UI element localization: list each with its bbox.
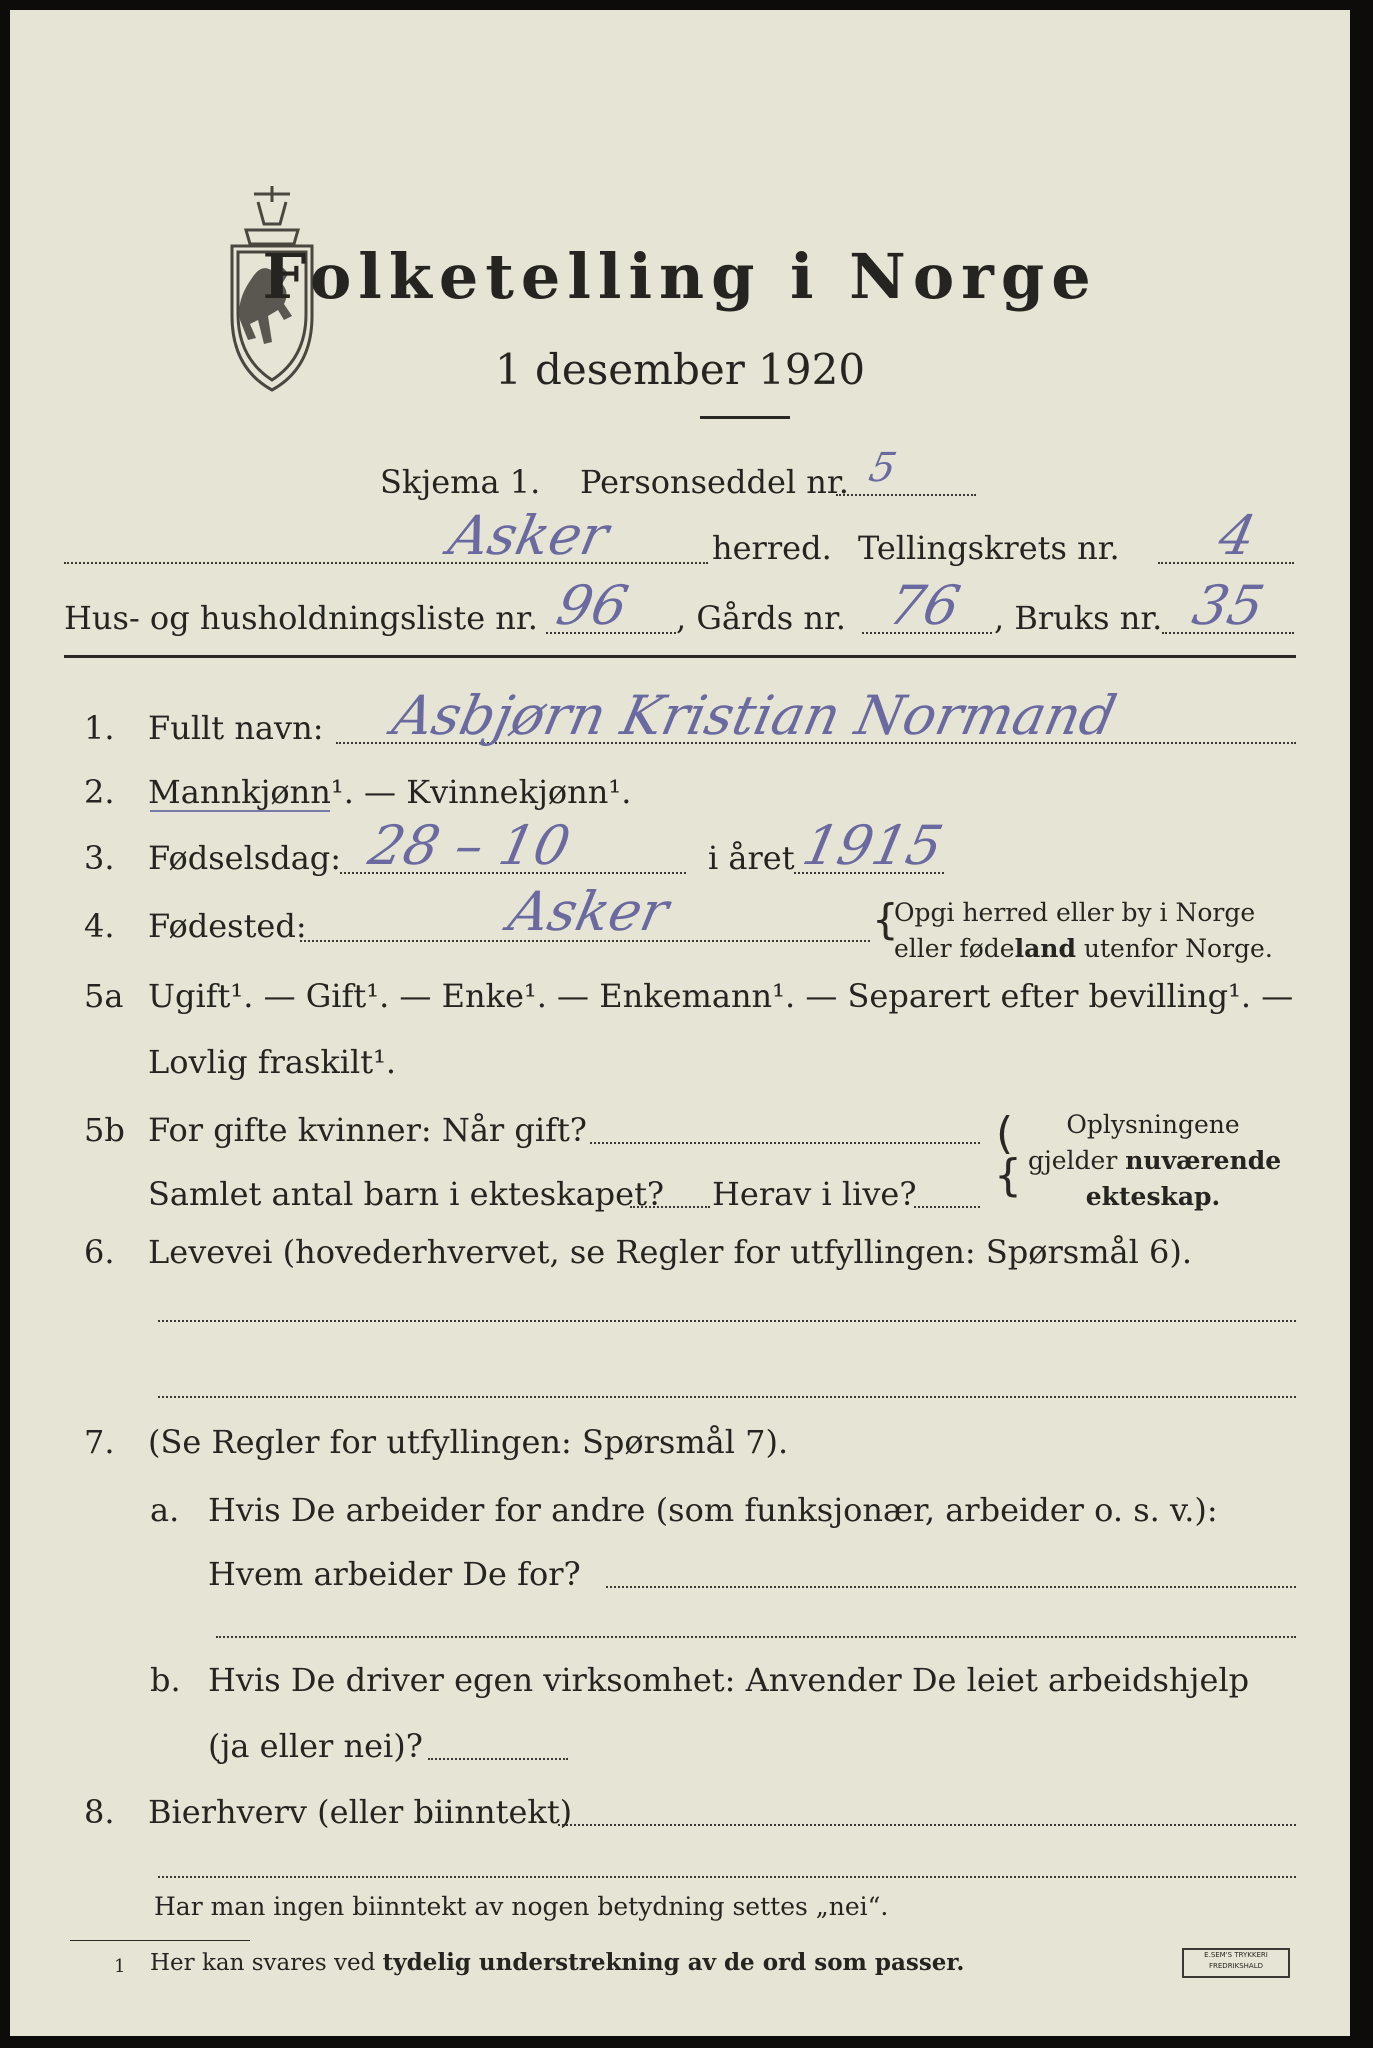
footnote-mark: 1 xyxy=(114,1956,126,1977)
q4-note-post: utenfor Norge. xyxy=(1075,934,1273,963)
census-form-sheet xyxy=(10,10,1350,2036)
q7b-line2: (ja eller nei)? xyxy=(208,1727,423,1765)
q4-number: 4. xyxy=(84,907,115,945)
q3-number: 3. xyxy=(84,839,115,877)
personseddel-label: Personseddel nr. xyxy=(580,463,849,501)
form-title: Folketelling i Norge xyxy=(262,240,1098,313)
header-separator xyxy=(64,655,1296,658)
footnote-text xyxy=(150,1946,964,1980)
q5b-line1: For gifte kvinner: Når gift? xyxy=(148,1111,587,1149)
footnote-divider xyxy=(70,1940,250,1941)
q1-number: 1. xyxy=(84,709,115,747)
printer-stamp-line2: FREDRIKSHALD xyxy=(1208,1962,1263,1970)
footnote-pre: Her kan svares ved xyxy=(150,1950,383,1976)
gards-value[interactable]: 76 xyxy=(883,574,966,637)
q2-text: Mannkjønn¹. — Kvinnekjønn¹. xyxy=(148,773,632,811)
q8-text: Bierhverv (eller biinntekt) xyxy=(148,1793,573,1831)
q7b-line xyxy=(428,1758,568,1760)
q5b-number: 5b xyxy=(84,1111,125,1149)
q5b-note2-bold: nuværende xyxy=(1125,1146,1282,1175)
q5b-note3: ekteskap. xyxy=(1085,1182,1221,1211)
q5b-note2 xyxy=(1028,1144,1281,1178)
q5a-line2: Lovlig fraskilt¹. xyxy=(148,1043,397,1081)
q8-number: 8. xyxy=(84,1793,115,1831)
personseddel-line xyxy=(836,494,976,496)
printer-stamp xyxy=(1182,1948,1290,1978)
tellingskrets-value[interactable]: 4 xyxy=(1213,504,1262,567)
q6-text: Levevei (hovederhvervet, se Regler for utfyllingen: Spørsmål 6). xyxy=(148,1233,1193,1271)
q4-note-line2 xyxy=(894,932,1273,966)
herred-label: herred. xyxy=(712,529,832,567)
q5b-married-line xyxy=(590,1142,980,1144)
q4-note-pre: eller føde xyxy=(894,934,1015,963)
herred-line xyxy=(64,562,708,564)
year-label: i året xyxy=(708,839,795,877)
q5b-line2b: Herav i live? xyxy=(712,1175,917,1213)
q7b-line1: Hvis De driver egen virksomhet: Anvender De leiet arbeidshjelp xyxy=(208,1661,1250,1699)
q7a-line xyxy=(606,1586,1296,1588)
q5b-brace-top: ( xyxy=(996,1108,1014,1159)
q7b-number: b. xyxy=(150,1661,181,1699)
personseddel-value[interactable]: 5 xyxy=(865,445,901,491)
tellingskrets-label: Tellingskrets nr. xyxy=(858,529,1120,567)
q6-line2 xyxy=(158,1396,1296,1398)
q1-label: Fullt navn: xyxy=(148,709,324,747)
q7-number: 7. xyxy=(84,1423,115,1461)
herred-value[interactable]: Asker xyxy=(443,504,615,567)
birthplace-value[interactable]: Asker xyxy=(503,880,675,943)
printer-stamp-line1: E.SEM'S TRYKKERI xyxy=(1204,1951,1268,1959)
q5b-note1: Oplysningene xyxy=(1066,1110,1240,1139)
q5b-note2-pre: gjelder xyxy=(1028,1146,1126,1175)
bruks-label: , Bruks nr. xyxy=(994,599,1163,637)
q4-note-line1: Opgi herred eller by i Norge xyxy=(894,898,1256,927)
full-name-value[interactable]: Asbjørn Kristian Normand xyxy=(387,684,1122,747)
note-nei: Har man ingen biinntekt av nogen betydning settes „nei“. xyxy=(154,1892,889,1921)
gards-label: , Gårds nr. xyxy=(676,599,846,637)
q7-text: (Se Regler for utfyllingen: Spørsmål 7). xyxy=(148,1423,789,1461)
skjema-label: Skjema 1. xyxy=(380,463,541,501)
q4-label: Fødested: xyxy=(148,907,307,945)
q7a-line-extra xyxy=(216,1636,1296,1638)
q2-number: 2. xyxy=(84,773,115,811)
q4-note-bold: land xyxy=(1014,934,1076,963)
q7a-number: a. xyxy=(150,1491,180,1529)
husholdningsliste-label: Hus- og husholdningsliste nr. xyxy=(64,599,538,637)
q5b-children-line xyxy=(630,1206,710,1208)
birth-year-value[interactable]: 1915 xyxy=(797,814,949,877)
q4-brace: { xyxy=(872,895,899,944)
q7a-line1: Hvis De arbeider for andre (som funksjonær, arbeider o. s. v.): xyxy=(208,1491,1218,1529)
title-divider xyxy=(700,416,790,419)
q5a-number: 5a xyxy=(84,977,124,1015)
q7a-line2: Hvem arbeider De for? xyxy=(208,1555,581,1593)
form-date: 1 desember 1920 xyxy=(494,345,866,394)
footnote-bold: tydelig understrekning av de ord som passer. xyxy=(382,1949,965,1976)
q5b-line2a: Samlet antal barn i ekteskapet? xyxy=(148,1175,665,1213)
q5b-brace-bottom: { xyxy=(994,1150,1022,1201)
q3-label: Fødselsdag: xyxy=(148,839,342,877)
q8-line1 xyxy=(558,1824,1296,1826)
q5b-alive-line xyxy=(914,1206,980,1208)
q5a-line1: Ugift¹. — Gift¹. — Enke¹. — Enkemann¹. — Separert efter bevilling¹. — xyxy=(148,977,1294,1015)
bruks-value[interactable]: 35 xyxy=(1187,574,1270,637)
birth-date-value[interactable]: 28 – 10 xyxy=(363,814,576,877)
mannkjonn-underline xyxy=(150,810,330,812)
q6-number: 6. xyxy=(84,1233,115,1271)
q8-line2 xyxy=(158,1876,1296,1878)
q6-line1 xyxy=(158,1320,1296,1322)
husholdningsliste-value[interactable]: 96 xyxy=(551,574,634,637)
